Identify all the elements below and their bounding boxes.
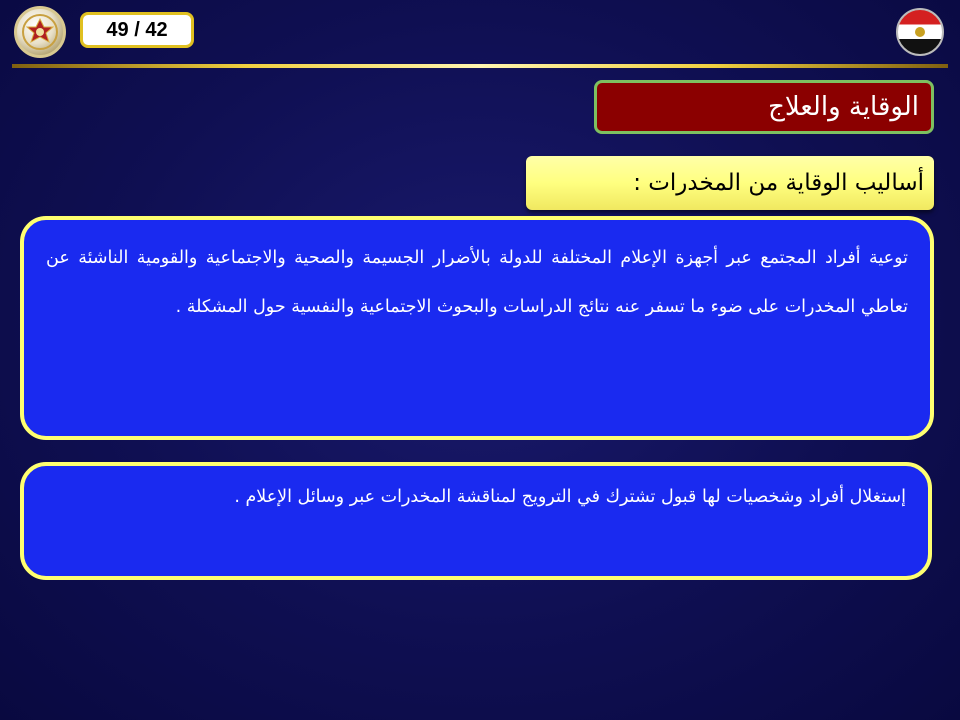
point-text-1: توعية أفراد المجتمع عبر أجهزة الإعلام المختلفة للدولة بالأضرار الجسيمة والصحية والاجتماعية والقومية الناشئة عن تعاطي المخدرات على ضوء ما تسفر عنه نتائج الدراسات والبحوث الاجتماعية والنفسية حول المشكلة . (46, 248, 908, 317)
point-box-2 (20, 462, 932, 580)
header-divider (12, 64, 948, 68)
flag-eagle-icon (915, 27, 925, 37)
emblem-logo (14, 6, 66, 58)
point-box-1 (20, 216, 934, 440)
emblem-icon (21, 13, 59, 51)
subtitle: أساليب الوقاية من المخدرات : (526, 156, 934, 210)
egypt-flag-icon (896, 8, 944, 56)
page-counter: 49 / 42 (80, 12, 194, 48)
point-text-2: إستغلال أفراد وشخصيات لها قبول تشترك في الترويج لمناقشة المخدرات عبر وسائل الإعلام . (234, 487, 906, 507)
section-title: الوقاية والعلاج (594, 80, 934, 134)
